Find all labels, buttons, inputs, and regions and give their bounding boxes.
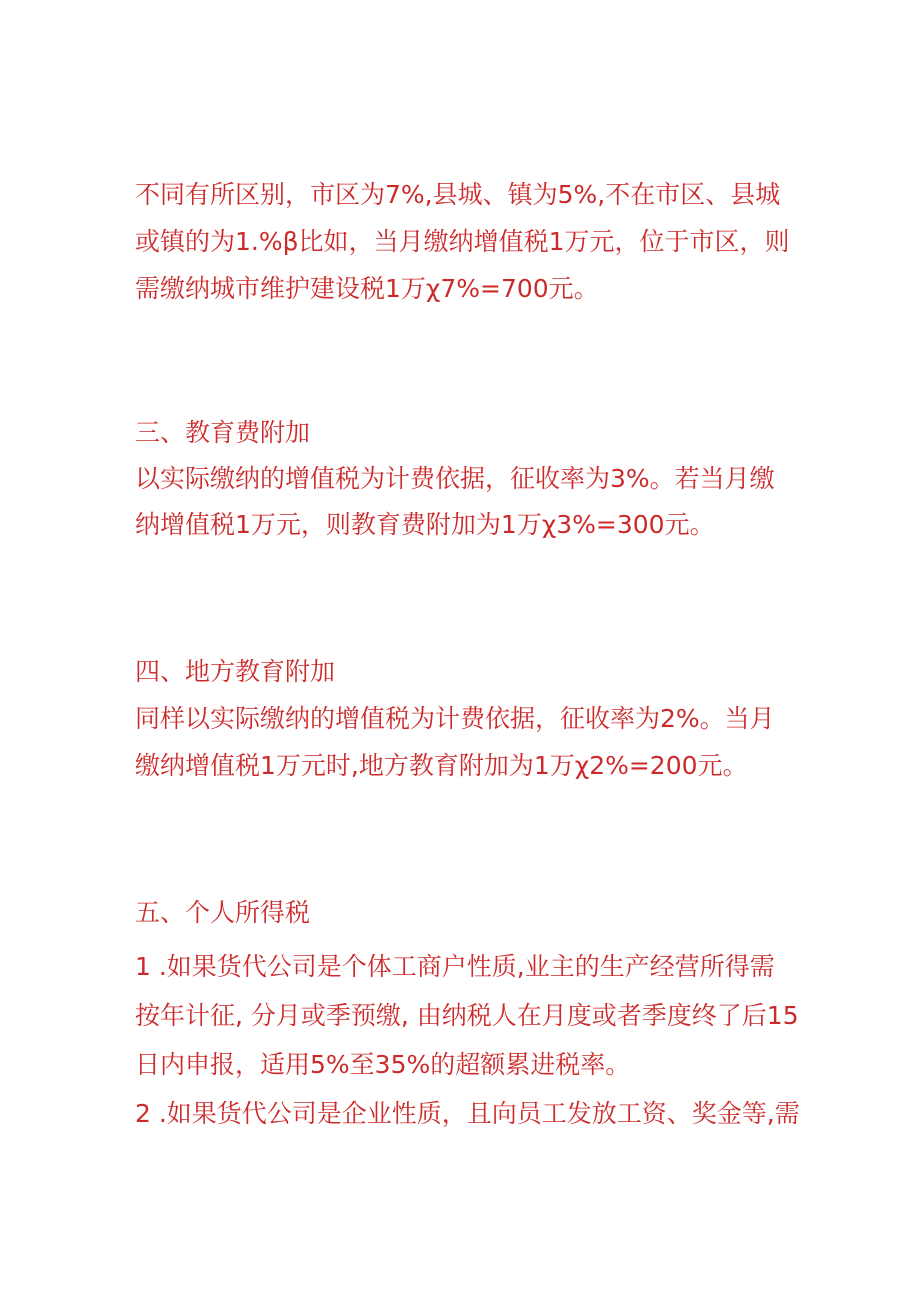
intro-line-2: 或镇的为1.%β比如，当月缴纳增值税1万元，位于市区，则 <box>135 227 790 256</box>
section-5-item-1-line-3: 日内申报，适用5%至35%的超额累进税率。 <box>135 1050 631 1079</box>
section-5-item-2-line-1: 2 .如果货代公司是企业性质，且向员工发放工资、奖金等,需 <box>135 1099 800 1128</box>
section-5-item-1-line-1: 1 .如果货代公司是个体工商户性质,业主的生产经营所得需 <box>135 952 775 981</box>
section-5-item-1-line-2: 按年计征, 分月或季预缴, 由纳税人在月度或者季度终了后15 <box>135 1001 799 1030</box>
section-5-heading: 五、个人所得税 <box>135 898 311 927</box>
section-4-heading: 四、地方教育附加 <box>135 657 336 686</box>
intro-line-1: 不同有所区别，市区为7%,县城、镇为5%,不在市区、县城 <box>135 180 781 209</box>
section-4-line-2: 缴纳增值税1万元时,地方教育附加为1万χ2%=200元。 <box>135 751 748 780</box>
section-4-line-1: 同样以实际缴纳的增值税为计费依据，征收率为2%。当月 <box>135 704 775 733</box>
section-3-heading: 三、教育费附加 <box>135 418 311 447</box>
intro-line-3: 需缴纳城市维护建设税1万χ7%=700元。 <box>135 274 599 303</box>
section-3-line-2: 纳增值税1万元，则教育费附加为1万χ3%=300元。 <box>135 510 715 539</box>
section-3-line-1: 以实际缴纳的增值税为计费依据，征收率为3%。若当月缴 <box>135 464 775 493</box>
